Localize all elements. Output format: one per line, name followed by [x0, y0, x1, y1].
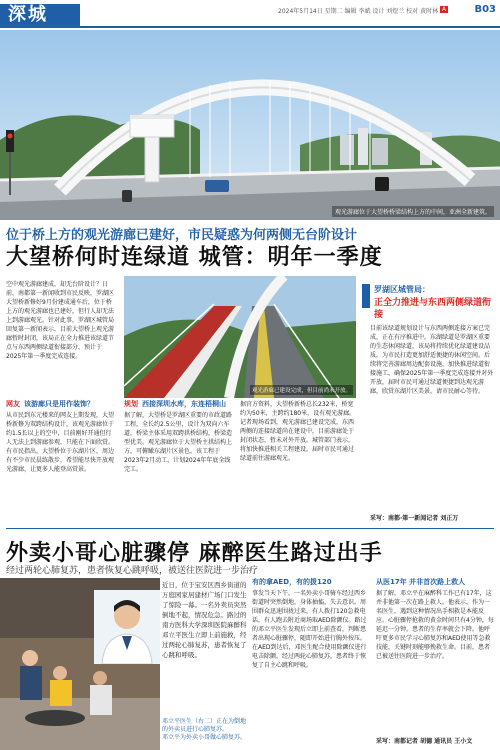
- story2-column-b: [376, 578, 494, 661]
- walkway-illustration: [124, 276, 356, 398]
- masthead-tag: A: [442, 6, 447, 13]
- column-a-heading: [6, 400, 116, 409]
- column-a-body: 从市民到东元楼来的网友上期发现，大望桥新修为双跨结构设计，该观光游廊位于约1.5长以上的空中，目前刚好开通但行人无法上到游廊参观，只能在下面欣赏。有市民指出，大望桥位于东湖片区，周边有不少市民晨练散步，希望能尽快开放观光游廊，让更多人能登高赏景。: [6, 412, 115, 473]
- sidebar-subtitle: 正全力推进与东西两侧绿道衔接: [374, 298, 492, 320]
- doctor-portrait: [94, 590, 160, 664]
- story2-column-b-question: 从医17年 并非首次路上救人: [376, 578, 466, 586]
- masthead: [0, 0, 500, 28]
- sidebar-label: 罗湖区城管局：: [374, 285, 430, 294]
- bridge-illustration: [0, 30, 500, 220]
- hero-photo: [0, 30, 500, 220]
- sidebar-bar-icon: [362, 284, 370, 308]
- story2-column-b-body: 据了解，邓立平在麻醉科工作已有17年，这并非他第一次在路上救人。他表示，作为一名医生，遇到这种情况出手相救是本能反应。心脏骤停抢救的黄金时间只有4分钟，每延迟一分钟，患者的生存率就会下降。他呼吁更多市民学习心肺复苏和AED使用等急救技能，关键时刻能够挽救生命。目前，患者已被送往医院进一步治疗。: [376, 590, 494, 660]
- masthead-info: 2024年5月14日 星期二 编辑 李斌 设计 刘煜兰 校对 黄时林: [278, 8, 439, 15]
- section-tag: 深城: [0, 4, 80, 26]
- story1-byline: 采写：南都·第一新闻记者 刘正万: [370, 515, 459, 522]
- story1-headline: 大望桥何时连绿道 城管：明年一季度: [6, 245, 383, 270]
- column-c-body: 据官方资料，大望桥新桥总长232米，桥宽约为50米，主跨约180米，设有观光游廊。记者现场看到，观光游廊已建设完成，东西两侧的连接绿道尚在建设中，目前游廊处于封闭状态，暂未对外开放。城管部门表示，将加快推进相关工程建设，届时市民可通过绿道前往游廊观光。: [240, 401, 356, 462]
- story2-column-a-body: 事发当天下午，一名外卖小哥骑车经过西乡街道时突然倒地，身体抽搐，失去意识。周围群众迅速围拢过来，有人拨打120急救电话，有人跑去附近商场取AED除颤仪。路过的邓立平医生发现后立即上前查看，判断患者出现心脏骤停，随即开始进行胸外按压。在AED到达后，邓医生配合使用除颤仪进行电击除颤，经过两轮心肺复苏，患者终于恢复了自主心跳和呼吸。: [252, 590, 367, 669]
- column-b-body: 据了解，大望桥是罗湖区重要的市政道路工程，全长约2.5公里，设计为双向六车道，桥梁主体采用双跨拱桥结构，桥梁造型优美。观光游廊位于大望桥主拱结构上方，可俯瞰东湖片区景色。该工程于2023年2月动工，计划2024年年底全线完工。: [124, 412, 233, 473]
- column-b-question: 西接深圳水库，东连梧桐山: [142, 400, 226, 408]
- hero-caption: 观光游廊位于大望桥桥梁结构上方的中间，亚洲全新建筑。: [332, 206, 494, 217]
- story1-column-a: [6, 400, 116, 474]
- doctor-portrait-illustration: [94, 590, 160, 664]
- story2-headline: 外卖小哥心脏骤停 麻醉医生路过出手: [6, 541, 383, 566]
- column-b-heading: [124, 400, 232, 409]
- story2-subhead: 经过两轮心肺复苏，患者恢复心跳呼吸，被送往医院进一步治疗: [6, 566, 259, 576]
- section-divider: [6, 528, 494, 529]
- story2-column-a: [252, 578, 370, 670]
- page-number: B03: [474, 4, 496, 15]
- rescue-caption-1: 邓立平医生（右二）正在为倒地的外卖员进行心肺复苏。: [162, 718, 247, 733]
- story2-lead: 近日，位于宝安区西乡街道的万庭园家居建材广场门口发生了惊险一幕。一名外卖员突然倒地不起，情况危急。路过的南方医科大学深圳医院麻醉科邓立平医生立即上前施救，经过两轮心肺复苏，患者恢复了心跳和呼吸。: [162, 581, 247, 659]
- sidebar-body: 目前该绿道规划设计与东西两侧连接方案已完成，正在有序推进中。东湖绿道是罗湖区重要的生态休闲绿道，该局将持续优化绿道建设品质，为市民打造更加舒适便捷的休闲空间。后续将完善游廊周边配套设施，加快推进绿道衔接施工，确保2025年第一季度完成连接并对外开放，届时市民可通过绿道便捷到达观光游廊，欣赏东湖片区美景，请市民耐心等待。: [370, 325, 494, 395]
- story2-byline: 采写：南都记者 胡德 通讯员 王小文: [376, 738, 473, 745]
- walkway-photo: [124, 276, 356, 398]
- rescue-caption-2: 邓立平为外卖小哥做心肺复苏。: [162, 734, 247, 741]
- story2-column-a-question: 有的拿AED，有的拨120: [252, 578, 332, 586]
- column-b-tag: 规划: [124, 400, 138, 408]
- story1-lead: 空中观光游廊建成，却无台阶设计？日前，南都第一新闻收到市民反映，罗湖区大望桥新修好9月份建成通车后，位于桥上方的观光游廊也已建好，但行人却无法上到游廊观光。针对此事，罗湖区城管局回复第一新闻表示，目前大望桥上观光游廊暂时封闭，该局正在全力推进该绿道节点与东西两侧绿道衔接部分，预计于2025年第一季度完成连接。: [6, 281, 115, 360]
- column-a-tag: 网友: [6, 400, 20, 408]
- story1-subhead: 位于桥上方的观光游廊已建好，市民疑惑为何两侧无台阶设计: [6, 228, 358, 243]
- rescue-captions: [162, 718, 248, 742]
- walkway-caption: 观光游廊已建设完成，但目前尚未开放。: [250, 385, 353, 395]
- column-a-question: 该游廊只是用作装饰？: [24, 400, 94, 408]
- story1-column-c: [240, 400, 356, 463]
- story1-column-b: [124, 400, 232, 474]
